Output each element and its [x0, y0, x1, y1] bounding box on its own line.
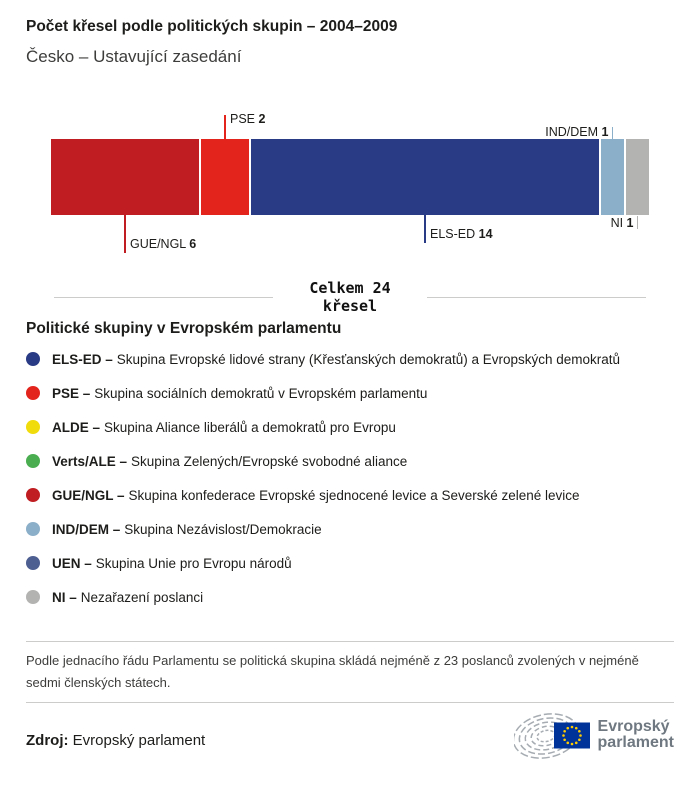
callout-seat-count: 2: [258, 112, 266, 126]
legend-item-description: Skupina Zelených/Evropské svobodné aliance: [131, 453, 408, 469]
bar-segment-ind-dem: [601, 139, 624, 215]
legend-dot: [26, 590, 40, 604]
legend-item-text: [52, 521, 322, 538]
callout-label: [611, 216, 634, 230]
legend-dot: [26, 352, 40, 366]
legend-item-alde: [26, 410, 674, 444]
callout-line: [637, 216, 639, 229]
legend-item-gue-ngl: [26, 478, 674, 512]
legend-item-pse: [26, 376, 674, 410]
legend-item-text: [52, 385, 427, 402]
legend-item-description: Nezařazení poslanci: [80, 589, 204, 605]
legend-item-name: IND/DEM –: [52, 521, 121, 537]
bar-segment-ni: [626, 139, 649, 215]
legend-item-name: UEN –: [52, 555, 92, 571]
legend-item-name: Verts/ALE –: [52, 453, 128, 469]
callout-line: [424, 215, 426, 243]
legend-item-text: [52, 453, 407, 470]
callout-group-name: PSE: [230, 112, 256, 126]
legend-item-description: Skupina Unie pro Evropu národů: [95, 555, 292, 571]
legend-item-text: [52, 555, 292, 572]
legend-item-name: ELS-ED –: [52, 351, 113, 367]
legend-rows: [26, 342, 674, 614]
legend-item-description: Skupina Evropské lidové strany (Křesťanských demokratů) a Evropských demokratů: [116, 351, 621, 367]
source-line: [26, 732, 205, 759]
legend-item-ind-dem: [26, 512, 674, 546]
legend-item-name: GUE/NGL –: [52, 487, 125, 503]
legend-item-name: ALDE –: [52, 419, 101, 435]
callout-seat-count: 14: [478, 227, 493, 241]
bar-segment-pse: [201, 139, 249, 215]
legend-item-description: Skupina Nezávislost/Demokracie: [124, 521, 322, 537]
legend: [0, 318, 700, 614]
callout-label: [545, 125, 608, 139]
legend-item-text: [52, 419, 396, 436]
legend-dot: [26, 420, 40, 434]
callout-line: [224, 115, 226, 139]
ep-logo-hemicycle-icon: [514, 711, 592, 759]
bar-segment-els-ed: [251, 139, 599, 215]
seats-stacked-bar-chart: [0, 106, 700, 266]
callout-line: [612, 127, 614, 139]
footer: [26, 711, 674, 759]
legend-item-description: Skupina Aliance liberálů a demokratů pro Evropu: [104, 419, 396, 435]
legend-item-els-ed: [26, 342, 674, 376]
total-seats-block: [0, 266, 700, 318]
legend-item-name: PSE –: [52, 385, 91, 401]
legend-item-name: NI –: [52, 589, 77, 605]
source-value: Evropský parlament: [72, 732, 206, 749]
legend-dot: [26, 522, 40, 536]
callout-group-name: GUE/NGL: [130, 237, 186, 251]
page-title: Počet křesel podle politických skupin – 2004–2009: [26, 18, 398, 35]
callout-seat-count: 6: [189, 237, 197, 251]
source-label: Zdroj:: [26, 732, 69, 749]
legend-item-description: Skupina konfederace Evropské sjednocené levice a Severské zelené levice: [128, 487, 580, 503]
page-subtitle: Česko – Ustavující zasedání: [26, 47, 242, 66]
callout-label: [430, 227, 493, 241]
legend-dot: [26, 556, 40, 570]
total-seats-label: [0, 279, 700, 315]
legend-item-verts-ale: [26, 444, 674, 478]
legend-item-text: [52, 589, 203, 606]
legend-item-description: Skupina sociálních demokratů v Evropském parlamentu: [94, 385, 428, 401]
callout-seat-count: 1: [601, 125, 609, 139]
ep-logo: [514, 711, 674, 759]
footnote-text: Podle jednacího řádu Parlamentu se politická skupina skládá nejméně z 23 poslanců zvolených v nejméně sedmi členských státech.: [26, 653, 639, 690]
legend-item-text: [52, 351, 620, 368]
callout-label: [230, 112, 265, 126]
ep-logo-wordmark: [598, 719, 674, 752]
legend-dot: [26, 488, 40, 502]
legend-dot: [26, 386, 40, 400]
legend-item-text: [52, 487, 580, 504]
legend-item-uen: [26, 546, 674, 580]
ep-logo-wordmark-line1: Evropský: [597, 717, 670, 735]
legend-dot: [26, 454, 40, 468]
legend-item-ni: [26, 580, 674, 614]
callout-group-name: IND/DEM: [545, 125, 599, 139]
bar-segment-gue-ngl: [51, 139, 199, 215]
callout-label: [130, 237, 196, 251]
total-seats-line1: Celkem 24: [309, 279, 391, 297]
ep-logo-wordmark-line2: parlament: [597, 734, 674, 751]
callout-group-name: ELS-ED: [430, 227, 476, 241]
callout-seat-count: 1: [626, 216, 634, 230]
footnote-divider-top: [26, 641, 674, 642]
callout-line: [124, 215, 126, 253]
legend-title: Politické skupiny v Evropském parlamentu: [26, 320, 342, 337]
footnote-divider-bottom: [26, 702, 674, 703]
header: [0, 0, 700, 68]
total-seats-line2: křesel: [322, 297, 378, 315]
callout-group-name: NI: [610, 216, 624, 230]
